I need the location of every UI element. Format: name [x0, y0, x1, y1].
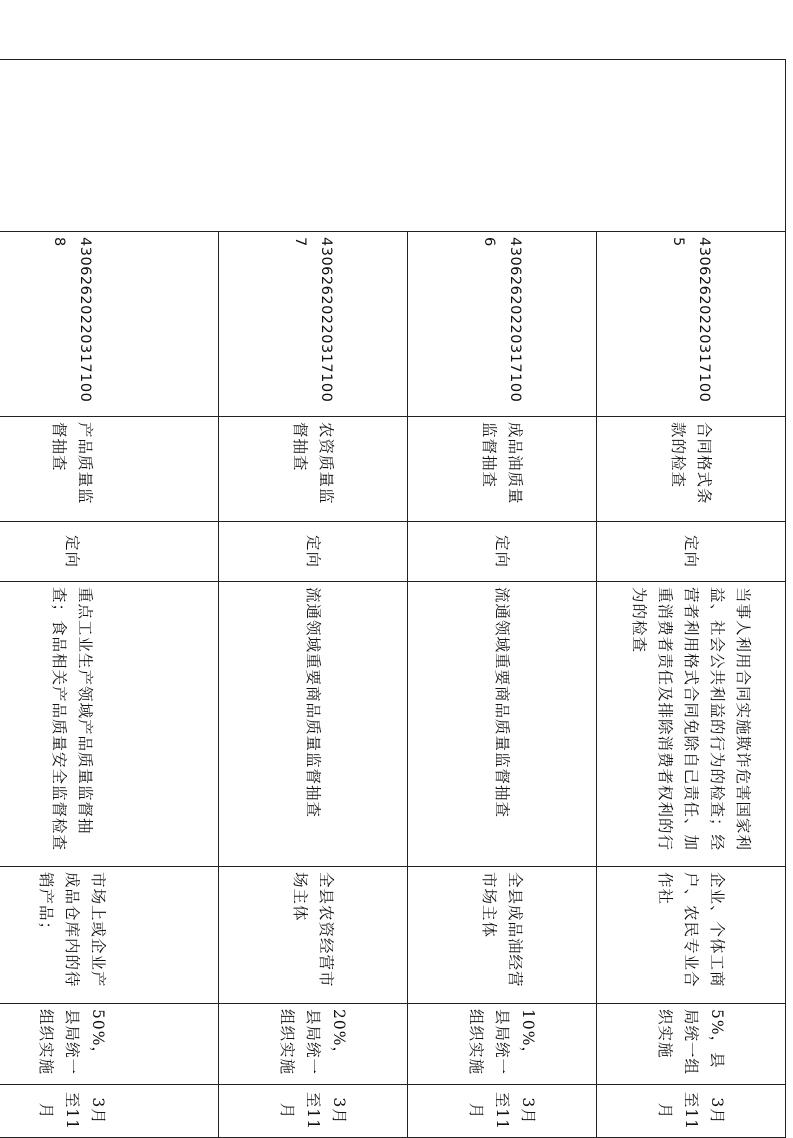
- ratio-cell: 20%，县局统一组织实施: [219, 1004, 408, 1085]
- content-cell: 重点工业生产领域产品质量监督抽查；食品相关产品质量安全监督检查: [0, 582, 219, 867]
- method-cell: 定向: [408, 522, 597, 582]
- table-row: [597, 60, 786, 1138]
- item-cell: 成品油质量监督抽查: [408, 417, 597, 522]
- item-cell: 合同格式条款的检查: [597, 417, 786, 522]
- content-cell: 流通领域重要商品质量监督抽查: [219, 582, 408, 867]
- rotated-table-container: [37, 59, 786, 1137]
- time-cell: 3月至11月: [219, 1085, 408, 1138]
- content-cell: 流通领域重要商品质量监督抽查: [408, 582, 597, 867]
- time-cell: 3月至11月: [408, 1085, 597, 1138]
- object-cell: 全县农资经营市场主体: [219, 867, 408, 1004]
- method-cell: 定向: [597, 522, 786, 582]
- ratio-cell: 5%，县局统一组织实施: [597, 1004, 786, 1085]
- object-cell: 市场上或企业产成品仓库内的待销产品；: [0, 867, 219, 1004]
- object-cell: 全县成品油经营市场主体: [408, 867, 597, 1004]
- content-cell: 当事人利用合同实施欺诈危害国家利益、社会公共利益的行为的检查；经营者利用格式合同免除自己责任、加重消费者责任及排除消费者权利的行为的检查: [597, 582, 786, 867]
- item-cell: 农资质量监督抽查: [219, 417, 408, 522]
- method-cell: 定向: [0, 522, 219, 582]
- ratio-cell: 50%，县局统一组织实施: [0, 1004, 219, 1085]
- time-cell: 3月至11月: [0, 1085, 219, 1138]
- code-cell: 430626202203171008: [0, 232, 219, 417]
- code-cell: 430626202203171005: [597, 232, 786, 417]
- object-cell: 企业、个体工商户、农民专业合作社: [597, 867, 786, 1004]
- time-cell: 3月至11月: [597, 1085, 786, 1138]
- category-code-cell: [0, 60, 786, 232]
- item-cell: 产品质量监督抽查: [0, 417, 219, 522]
- code-cell: 430626202203171006: [408, 232, 597, 417]
- inspection-plan-table: [0, 59, 786, 1138]
- ratio-cell: 10%，县局统一组织实施: [408, 1004, 597, 1085]
- code-cell: 430626202203171007: [219, 232, 408, 417]
- method-cell: 定向: [219, 522, 408, 582]
